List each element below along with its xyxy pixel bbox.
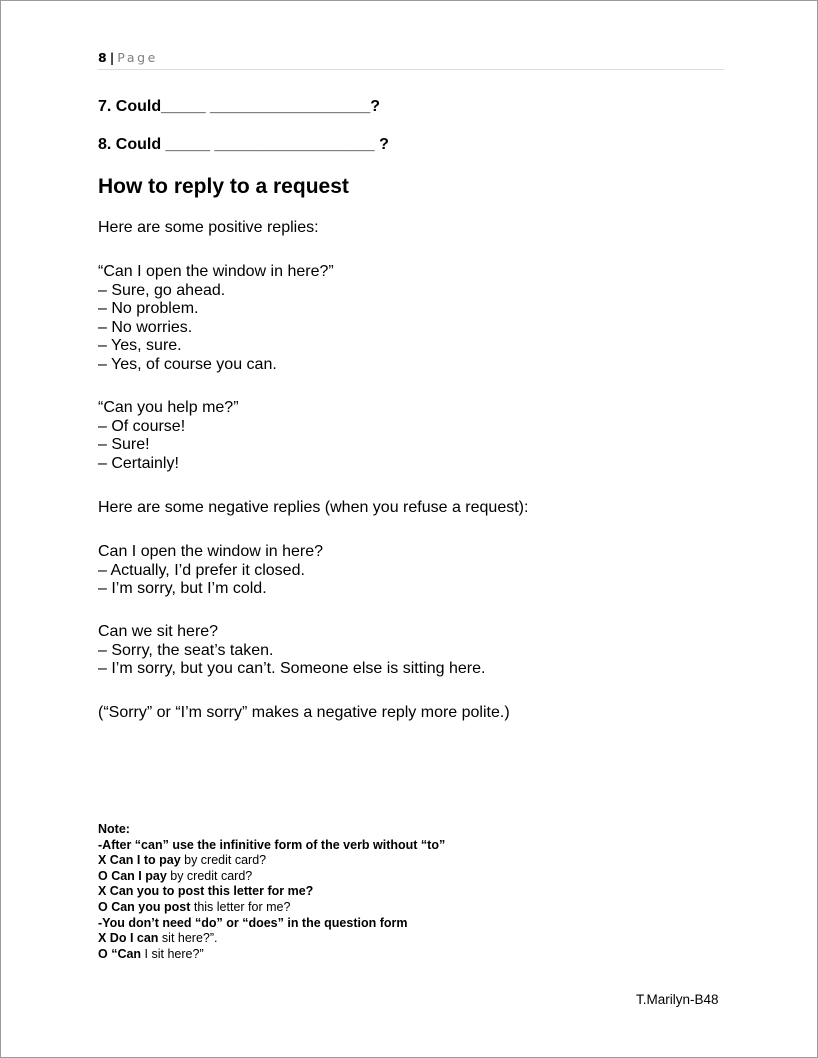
request-question: Can we sit here? xyxy=(98,623,219,640)
note-example-prefix: O “ xyxy=(98,946,118,961)
reply-line: – Actually, I’d prefer it closed. xyxy=(98,561,305,579)
page-header xyxy=(98,50,724,70)
reply-line: – No worries. xyxy=(98,318,193,336)
reply-line: – I’m sorry, but you can’t. Someone else is sitting here. xyxy=(98,660,486,677)
exercise-item-7: 7. Could_____ __________________? xyxy=(98,98,380,115)
grammar-note xyxy=(98,822,445,962)
reply-line: – Sorry, the seat’s taken. xyxy=(98,641,274,659)
reply-line: – I’m sorry, but I’m cold. xyxy=(98,580,267,597)
reply-block-sit xyxy=(98,623,485,679)
politeness-note: (“Sorry” or “I’m sorry” makes a negative reply more polite.) xyxy=(98,704,510,721)
reply-block-window xyxy=(98,263,334,374)
reply-block-window-negative xyxy=(98,543,323,599)
reply-block-help xyxy=(98,399,239,473)
reply-line: – Sure, go ahead. xyxy=(98,281,226,299)
page-footer: T.Marilyn-B48 xyxy=(636,992,719,1007)
reply-line: – Yes, of course you can. xyxy=(98,355,277,373)
note-example-wrong: X Can you to post this letter for me? xyxy=(98,884,314,899)
note-example-rest: by credit card? xyxy=(166,868,253,883)
note-example-correct: O Can I pay xyxy=(98,868,167,883)
note-example-wrong: X Can I to pay xyxy=(98,853,181,868)
note-example-correct: Can xyxy=(117,946,142,961)
header-separator: | xyxy=(109,50,115,65)
note-example-correct: O Can you post xyxy=(98,899,191,914)
page-number: 8 xyxy=(98,50,107,65)
reply-line: – No problem. xyxy=(98,300,199,317)
note-example-wrong: X Do I can xyxy=(98,931,159,946)
request-question: Can I open the window in here? xyxy=(98,543,324,560)
request-question: “Can you help me?” xyxy=(98,399,239,416)
reply-line: – Yes, sure. xyxy=(98,337,182,354)
exercise-item-8: 8. Could _____ __________________ ? xyxy=(98,136,389,153)
note-rule-can-infinitive: -After “can” use the infinitive form of the verb without “to” xyxy=(98,837,446,852)
reply-line: – Certainly! xyxy=(98,454,179,472)
note-label: Note: xyxy=(98,822,130,836)
reply-line: – Sure! xyxy=(98,436,150,453)
note-example-rest: sit here?”. xyxy=(158,931,218,946)
reply-line: – Of course! xyxy=(98,417,186,435)
positive-intro: Here are some positive replies: xyxy=(98,219,319,236)
note-rule-no-do: -You don’t need “do” or “does” in the question form xyxy=(98,915,408,930)
note-example-rest: by credit card? xyxy=(180,853,267,868)
page-word: Page xyxy=(117,50,158,65)
note-example-rest: this letter for me? xyxy=(190,899,291,914)
negative-intro: Here are some negative replies (when you refuse a request): xyxy=(98,499,529,516)
request-question: “Can I open the window in here?” xyxy=(98,263,334,280)
note-example-rest: I sit here?” xyxy=(141,946,204,961)
section-title: How to reply to a request xyxy=(98,175,349,198)
